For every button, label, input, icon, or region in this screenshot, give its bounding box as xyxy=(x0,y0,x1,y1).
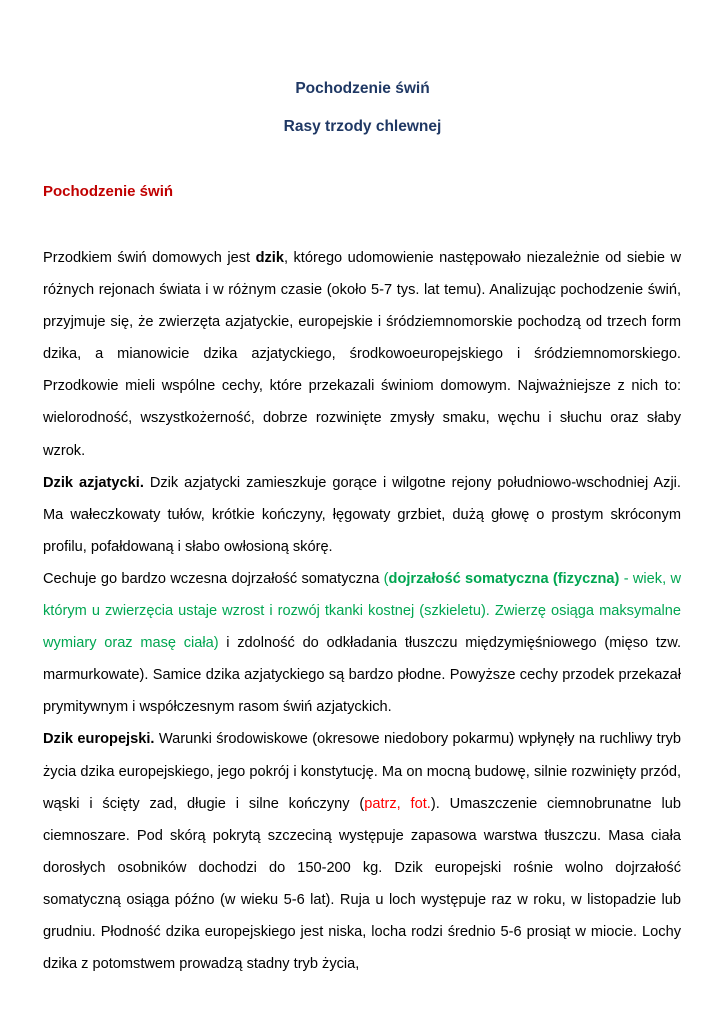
text-run: , którego udomowienie następowało niezależnie od siebie w różnych rejonach świata i w różnym czasie (około 5-7 tys. lat temu). Analizując pochodzenie świń, przyjmuje się, że zwierzęta azjatyckie, europejskie i śródziemnomorskie pochodzą od trzech form dzika, a mianowicie dzika azjatyckiego, środkowoeuropejskiego i śródziemnomorskiego. Przodkowie mieli wspólne cechy, które przekazali świniom domowym. Najważniejsze z nich to: wielorodność, wszystkożerność, dobrze rozwinięte zmysły smaku, węchu i słuchu oraz słaby wzrok. xyxy=(43,250,681,459)
text-run: Dzik azjatycki zamieszkuje gorące i wilgotne rejony południowo-wschodniej Azji. Ma wałeczkowaty tułów, krótkie kończyny, łęgowaty grzbiet, dużą głowę o prostym skróconym profilu, pofałdowaną i słabo owłosioną skórę. xyxy=(43,474,681,555)
text-run: Cechuje go bardzo wczesna dojrzałość somatyczna xyxy=(43,570,384,587)
paragraph-maturity xyxy=(43,563,681,723)
text-run: ). Umaszczenie ciemnobrunatne lub ciemnoszare. Pod skórą pokrytą szczeciną występuje zapasowa warstwa tłuszczu. Masa ciała dorosłych osobników dochodzi do 150-200 kg. Dzik europejski rośnie wolno dojrzałość somatyczną osiąga późno (w wieku 5-6 lat). Ruja u loch występuje raz w roku, w listopadzie lub grudniu. Płodność dzika europejskiego jest niska, locha rodzi średnio 5-6 prosiąt w miocie. Lochy dzika z potomstwem prowadzą stadny tryb życia, xyxy=(43,795,681,973)
body-text xyxy=(43,242,681,980)
definition-open: ( xyxy=(383,570,389,587)
paragraph-asian-boar xyxy=(43,467,681,563)
bold-term: dzik xyxy=(255,250,284,266)
definition-term: dojrzałość somatyczna (fizyczna) xyxy=(388,570,620,587)
text-run: i zdolność do odkładania tłuszczu międzymięśniowego (mięso tzw. marmurkowate). Samice dzika azjatyckiego są bardzo płodne. Powyższe cechy przodek przekazał prymitywnym i współczesnym rasom świń azjatyckich. xyxy=(43,635,681,716)
photo-reference: patrz, fot. xyxy=(364,795,431,812)
document-title: Pochodzenie świń xyxy=(295,80,430,97)
paragraph-intro xyxy=(43,242,681,467)
document-subtitle: Rasy trzody chlewnej xyxy=(283,118,442,135)
definition-text: - wiek, w którym u zwierzęcia ustaje wzrost i rozwój tkanki kostnej (szkieletu). Zwierzę osiąga maksymalne wymiary oraz masę ciała) xyxy=(43,570,681,652)
section-heading: Pochodzenie świń xyxy=(43,183,174,200)
text-run: Przodkiem świń domowych jest xyxy=(43,250,256,266)
text-run: Warunki środowiskowe (okresowe niedobory pokarmu) wpłynęły na ruchliwy tryb życia dzika europejskiego, jego pokrój i konstytucję. Ma on mocną budowę, silnie rozwinięty przód, wąski i ścięty zad, długie i silne kończyny ( xyxy=(43,731,681,812)
paragraph-european-boar xyxy=(43,723,681,980)
bold-term: Dzik azjatycki. xyxy=(43,474,144,491)
bold-term: Dzik europejski. xyxy=(43,731,155,748)
